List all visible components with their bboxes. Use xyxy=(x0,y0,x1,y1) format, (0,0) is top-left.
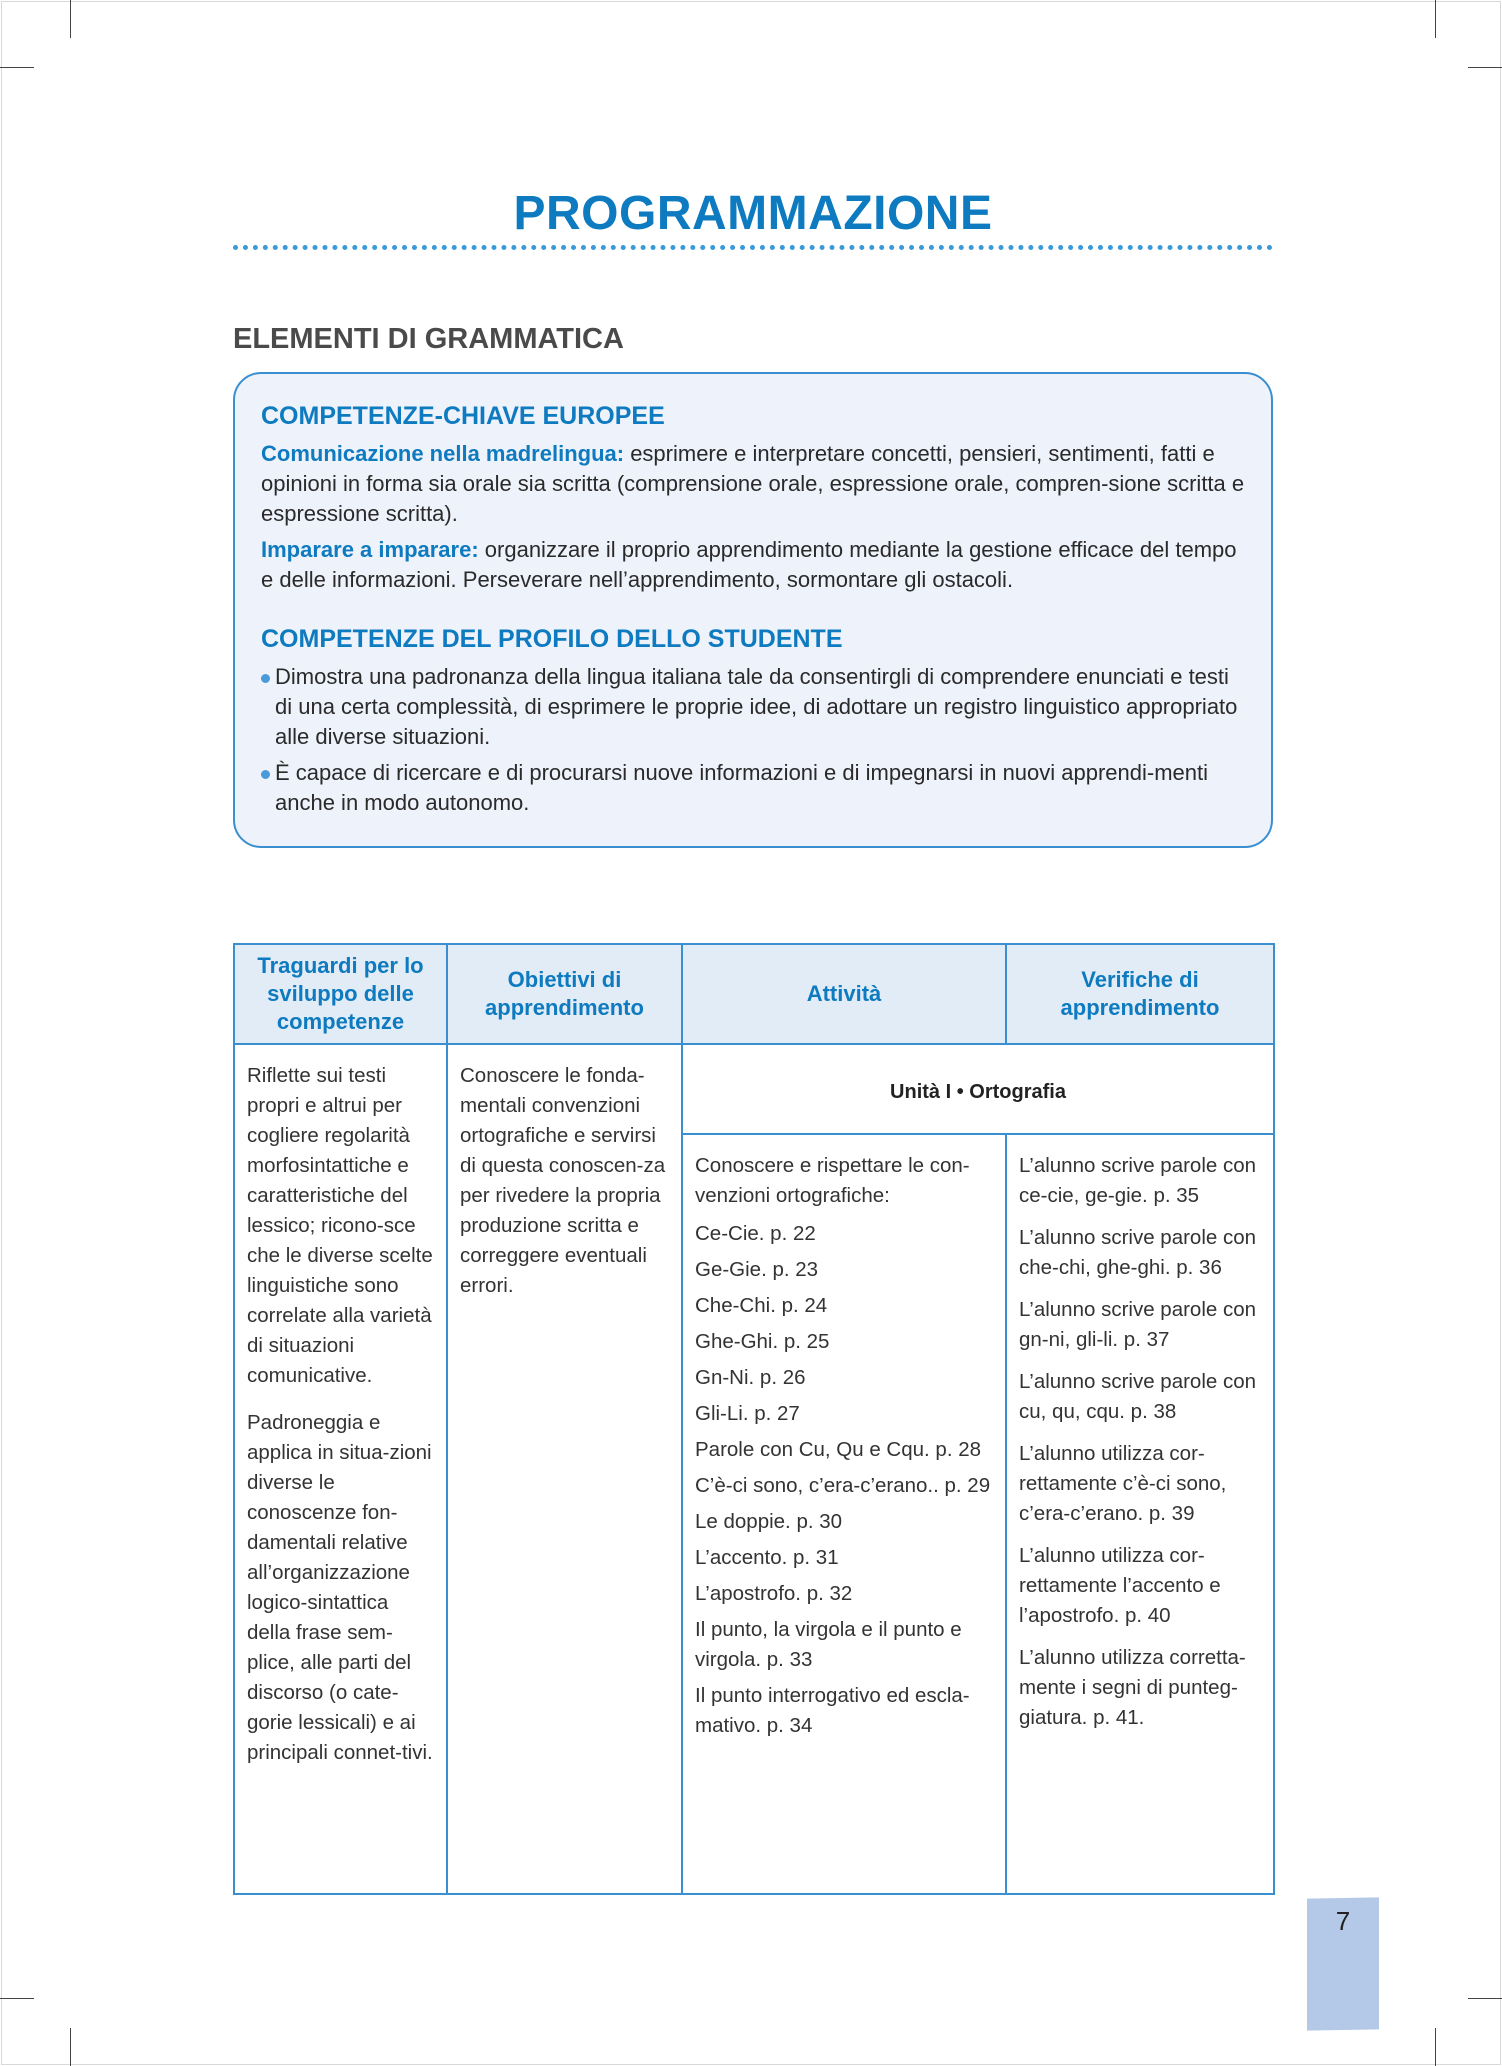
list-item: L’alunno utilizza cor-rettamente c’è-ci sono, c’era-c’erano. p. 39 xyxy=(1019,1442,1227,1525)
page-title: PROGRAMMAZIONE xyxy=(513,187,993,240)
list-item: L’alunno scrive parole con cu, qu, cqu. p. 38 xyxy=(1019,1370,1257,1423)
title-dotted-rule xyxy=(233,245,1273,250)
list-item: Parole con Cu, Qu e Cqu. p. 28 xyxy=(695,1438,982,1461)
list-item-text: È capace di ricercare e di procurarsi nuove informazioni e di impegnarsi in nuovi apprendi-menti anche in modo autonomo. xyxy=(275,760,1209,815)
student-profile-list xyxy=(261,662,1245,818)
list-item: Gn-Ni. p. 26 xyxy=(695,1366,806,1389)
competence-item-label: Imparare a imparare: xyxy=(261,537,479,562)
list-item: L’alunno scrive parole con ce-cie, ge-gie. p. 35 xyxy=(1019,1154,1257,1207)
attivita-cell xyxy=(682,1134,1006,1894)
list-item: Il punto, la virgola e il punto e virgola. p. 33 xyxy=(695,1618,962,1671)
attivita-intro: Conoscere e rispettare le con-venzioni ortografiche: xyxy=(695,1154,970,1207)
crop-mark xyxy=(0,67,34,68)
crop-mark xyxy=(1468,1998,1502,1999)
list-item: L’alunno utilizza cor-rettamente l’accento e l’apostrofo. p. 40 xyxy=(1019,1544,1221,1627)
verifiche-list xyxy=(1019,1151,1261,1733)
table-row xyxy=(234,1044,1274,1134)
crop-mark xyxy=(1435,0,1436,38)
crop-mark xyxy=(0,1998,34,1999)
header-traguardi: Traguardi per lo sviluppo delle competenze xyxy=(234,944,447,1044)
list-item: Il punto interrogativo ed escla-mativo. p. 34 xyxy=(695,1684,970,1737)
verifiche-cell xyxy=(1006,1134,1274,1894)
list-item: Ge-Gie. p. 23 xyxy=(695,1258,819,1281)
student-profile-heading: COMPETENZE DEL PROFILO DELLO STUDENTE xyxy=(261,625,843,653)
table-header-row xyxy=(234,944,1274,1044)
traguardi-cell xyxy=(234,1044,447,1894)
bullet-dot-icon xyxy=(261,770,270,779)
competence-item xyxy=(261,535,1245,595)
crop-mark xyxy=(70,0,71,38)
list-item: L’apostrofo. p. 32 xyxy=(695,1582,853,1605)
list-item: L’alunno utilizza corretta-mente i segni di punteg-giatura. p. 41. xyxy=(1019,1646,1246,1729)
obiettivi-cell xyxy=(447,1044,682,1894)
list-item: L’alunno scrive parole con che-chi, ghe-ghi. p. 36 xyxy=(1019,1226,1257,1279)
list-item: Ce-Cie. p. 22 xyxy=(695,1222,816,1245)
header-attivita: Attività xyxy=(682,944,1006,1044)
obiettivi-text: Conoscere le fonda-mentali convenzioni ortografiche e servirsi di questa conoscen-za per rivedere la propria produzione scritta e correggere eventuali errori. xyxy=(460,1064,666,1297)
section-heading: ELEMENTI DI GRAMMATICA xyxy=(233,323,624,355)
attivita-list xyxy=(695,1219,993,1741)
programming-table xyxy=(233,943,1275,1895)
header-verifiche: Verifiche di apprendimento xyxy=(1006,944,1274,1044)
header-obiettivi: Obiettivi di apprendimento xyxy=(447,944,682,1044)
crop-mark xyxy=(70,2028,71,2066)
traguardo-text: Riflette sui testi propri e altrui per cogliere regolarità morfosintattiche e caratteristiche del lessico; ricono-sce che le diverse scelte linguistiche sono correlate alla varietà di situazioni comunicative. xyxy=(247,1064,433,1387)
crop-mark xyxy=(1468,67,1502,68)
list-item xyxy=(261,758,1245,818)
bullet-dot-icon xyxy=(261,674,270,683)
list-item: Ghe-Ghi. p. 25 xyxy=(695,1330,830,1353)
competence-item-text: esprimere e interpretare concetti, pensieri, sentimenti, fatti e opinioni in forma sia orale sia scritta (comprensione orale, espressione orale, compren-sione scritta e espressione scritta). xyxy=(261,441,1245,526)
competence-item xyxy=(261,439,1245,529)
competence-item-label: Comunicazione nella madrelingua: xyxy=(261,441,625,466)
list-item: L’alunno scrive parole con gn-ni, gli-li. p. 37 xyxy=(1019,1298,1257,1351)
competence-box xyxy=(233,372,1273,848)
traguardo-text: Padroneggia e applica in situa-zioni diverse le conoscenze fon-damentali relative all’organizzazione logico-sintattica della frase sem-plice, alle parti del discorso (o cate-gorie lessicali) e ai principali connet-tivi. xyxy=(247,1411,433,1764)
unit-title: Unità I • Ortografia xyxy=(682,1044,1274,1134)
page-number: 7 xyxy=(1335,1906,1351,1936)
list-item: C’è-ci sono, c’era-c’erano.. p. 29 xyxy=(695,1474,991,1497)
competence-item-text: organizzare il proprio apprendimento mediante la gestione efficace del tempo e delle informazioni. Perseverare nell’apprendimento, sormontare gli ostacoli. xyxy=(261,537,1237,592)
list-item-text: Dimostra una padronanza della lingua italiana tale da consentirgli di comprendere enunciati e testi di una certa complessità, di esprimere le proprie idee, di adottare un registro linguistico appropriato alle diverse situazioni. xyxy=(275,664,1238,749)
crop-mark xyxy=(1435,2028,1436,2066)
list-item: Che-Chi. p. 24 xyxy=(695,1294,828,1317)
list-item: Le doppie. p. 30 xyxy=(695,1510,843,1533)
list-item xyxy=(261,662,1245,752)
list-item: Gli-Li. p. 27 xyxy=(695,1402,800,1425)
key-competences-heading: COMPETENZE-CHIAVE EUROPEE xyxy=(261,402,665,430)
list-item: L’accento. p. 31 xyxy=(695,1546,839,1569)
